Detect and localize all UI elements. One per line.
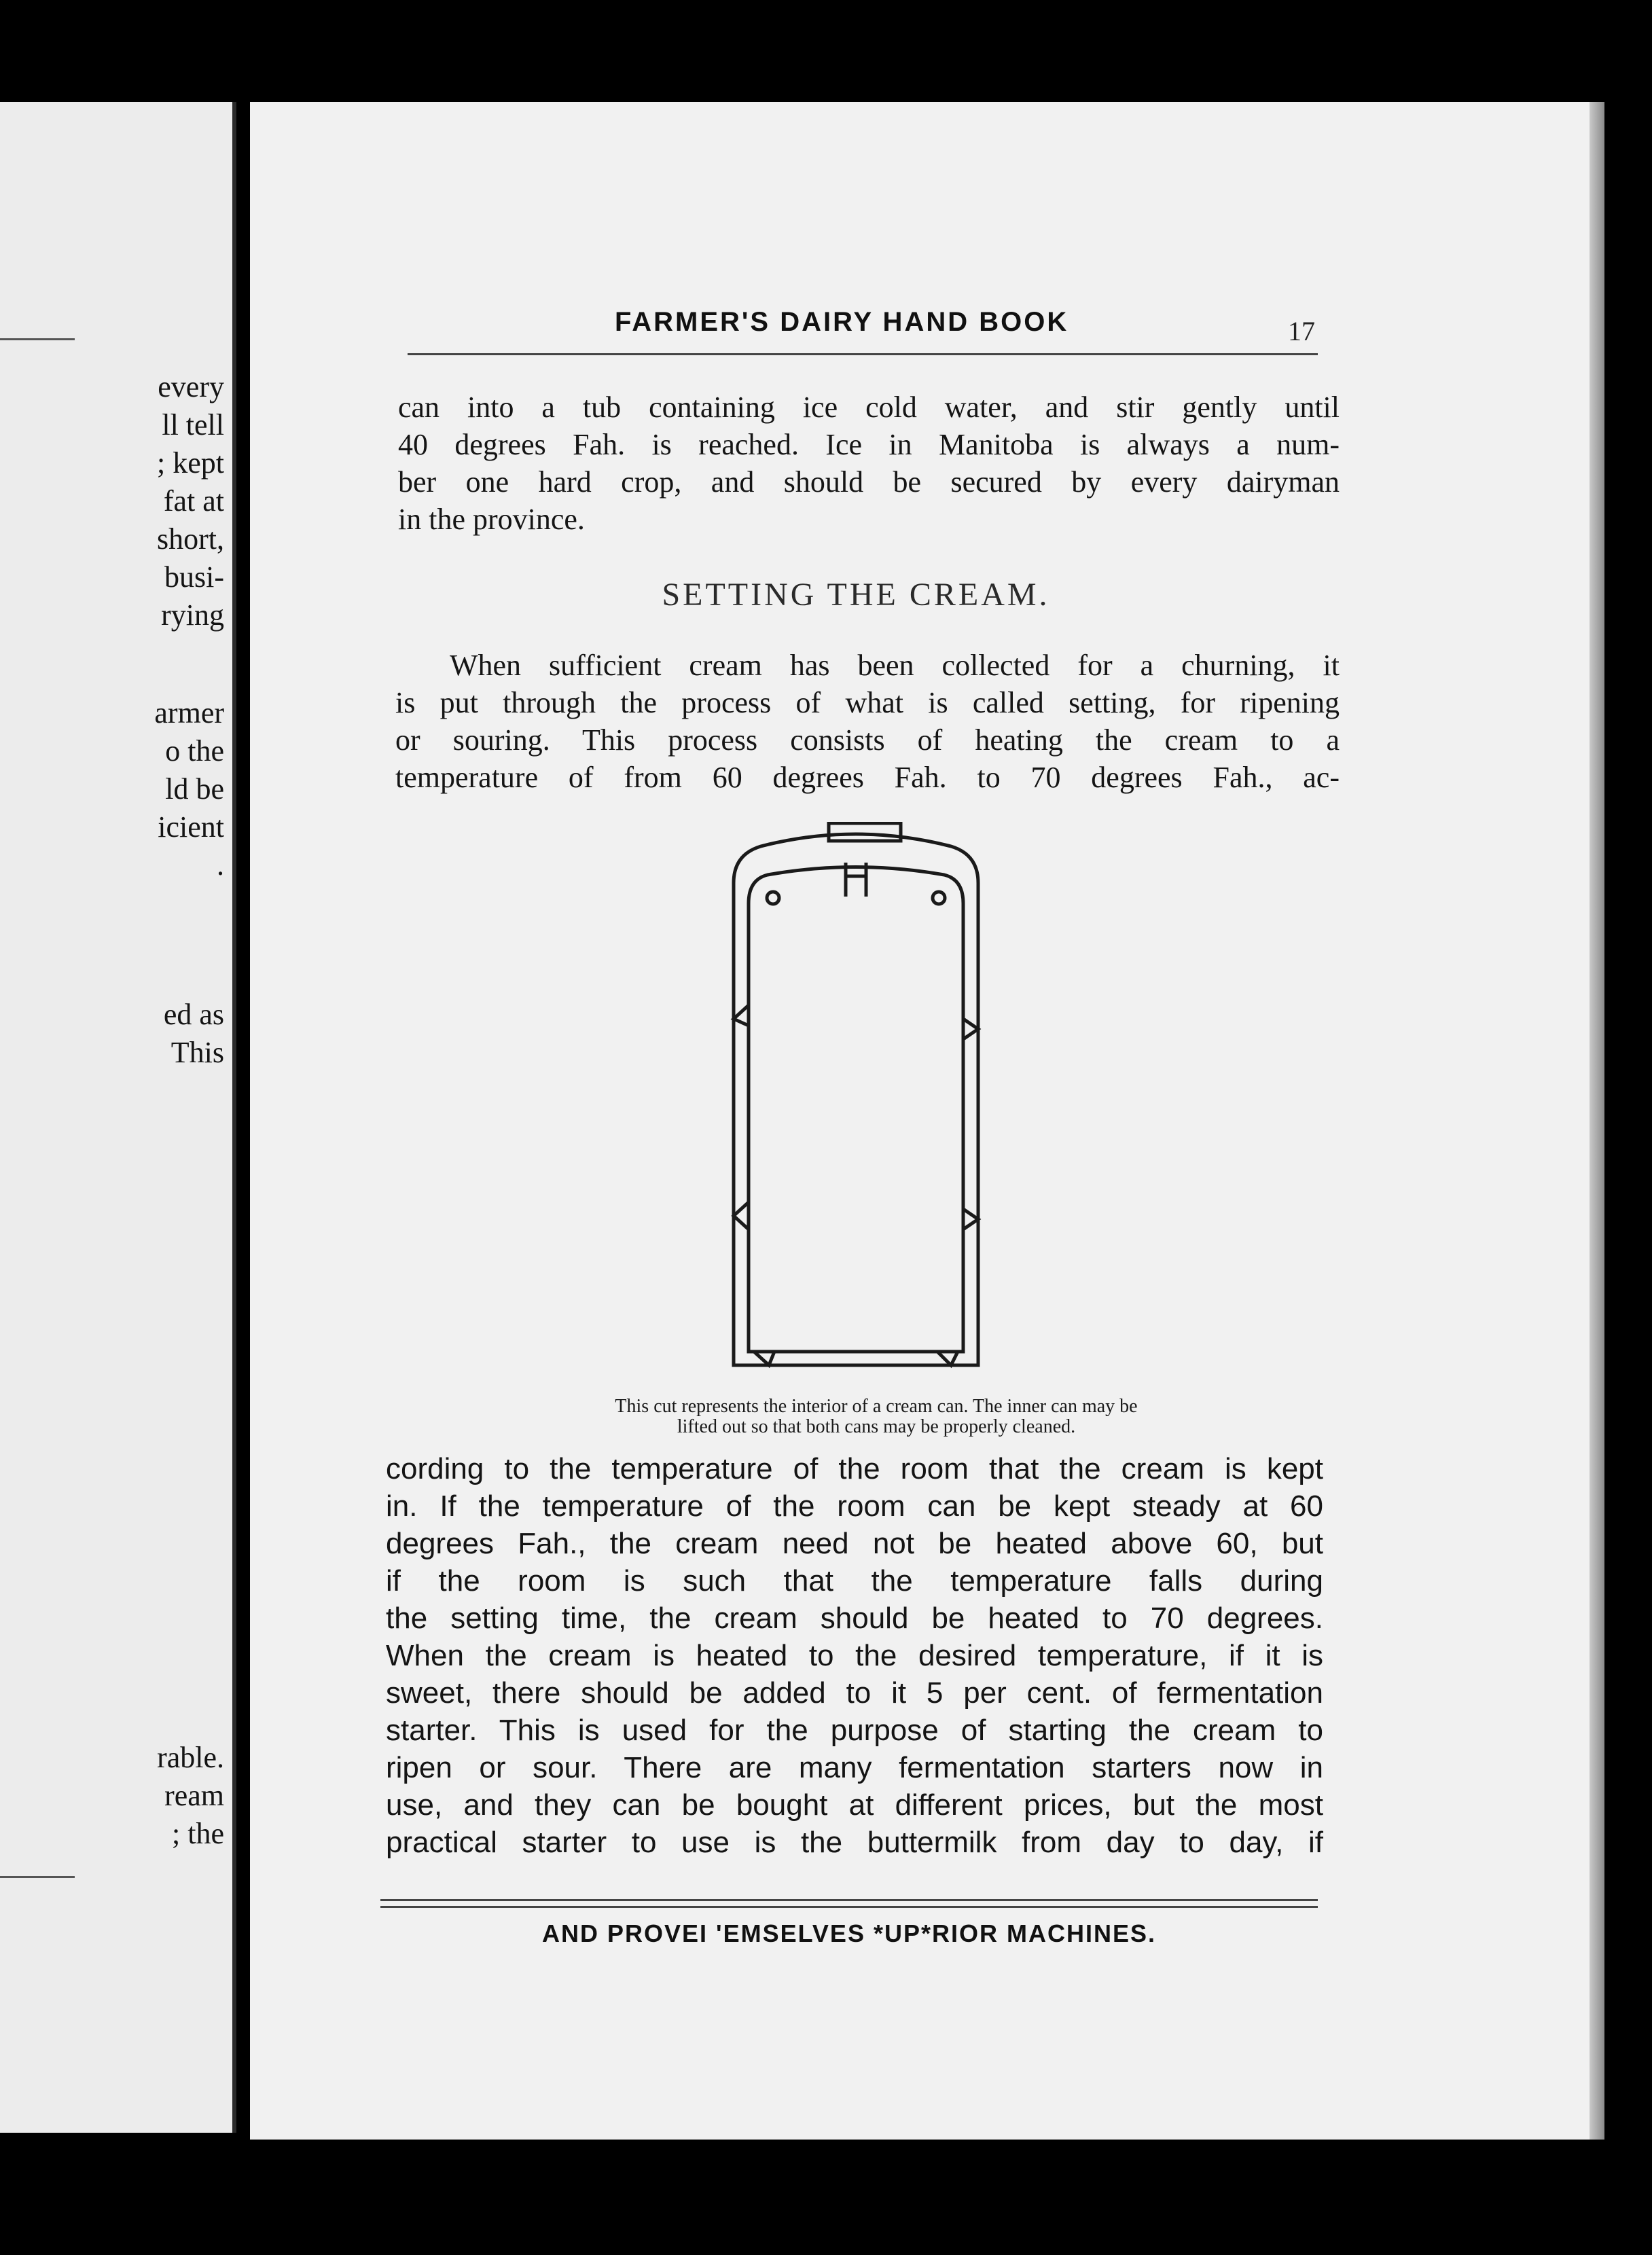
text-line: When the cream is heated to the desired temperature, if it is (386, 1639, 1323, 1672)
cream-can-illustration (706, 822, 1005, 1386)
paragraph-setting (395, 647, 1340, 796)
text-line: can into a tub containing ice cold water, and stir gently until (398, 391, 1340, 424)
facing-line: armer (154, 696, 224, 729)
text-line: cording to the temperature of the room that the cream is kept (386, 1452, 1323, 1485)
facing-line: rying (161, 598, 224, 632)
text-line: ripen or sour. There are many fermentation starters now in (386, 1751, 1323, 1784)
text-line: is put through the process of what is called setting, for ripening (395, 686, 1340, 719)
text-line: use, and they can be bought at different prices, but the most (386, 1788, 1323, 1822)
facing-line: o the (165, 734, 224, 768)
facing-page-rule (0, 338, 75, 340)
paragraph-top (398, 389, 1340, 538)
facing-line: short, (157, 522, 224, 556)
running-header: FARMER'S DAIRY HAND BOOK (615, 307, 1069, 337)
footer-advertisement: AND PROVEI 'EMSELVES *UP*RIOR MACHINES. (541, 1919, 1156, 1947)
text-line: temperature of from 60 degrees Fah. to 70 degrees Fah., ac- (395, 761, 1340, 794)
guide-bracket (734, 1005, 749, 1026)
text-line: starter. This is used for the purpose of starting the cream to (386, 1714, 1323, 1747)
text-line: When sufficient cream has been collected for a churning, it (450, 649, 1340, 682)
page-number: 17 (1288, 316, 1315, 346)
text-line: ber one hard crop, and should be secured by every dairyman (398, 465, 1340, 499)
facing-line: rable. (157, 1741, 224, 1774)
facing-line: busi- (164, 560, 224, 594)
facing-line: ld be (165, 772, 224, 806)
caption-line: lifted out so that both cans may be properly cleaned. (677, 1416, 1076, 1437)
text-line: in the province. (398, 503, 585, 536)
facing-line: . (217, 848, 224, 882)
facing-line: ; the (172, 1817, 224, 1850)
facing-line: This (170, 1036, 224, 1069)
header-rule (408, 353, 1318, 355)
text-line: 40 degrees Fah. is reached. Ice in Manitoba is always a num- (398, 428, 1340, 461)
outer-can-outline (734, 834, 978, 1365)
footer-rule (380, 1899, 1318, 1901)
text-line: the setting time, the cream should be heated to 70 degrees. (386, 1602, 1323, 1635)
guide-bracket (734, 1202, 749, 1229)
foot (937, 1352, 958, 1365)
facing-line: icient (158, 810, 224, 844)
page-edge (1590, 102, 1604, 2140)
facing-line: ll tell (162, 408, 224, 441)
text-line: practical starter to use is the buttermilk from day to day, if (386, 1826, 1323, 1859)
facing-line: every (158, 370, 224, 403)
caption-line: This cut represents the interior of a cream can. The inner can may be (615, 1396, 1138, 1417)
guide-bracket (963, 1019, 978, 1039)
facing-line: ; kept (157, 446, 224, 480)
text-line: degrees Fah., the cream need not be heated above 60, but (386, 1527, 1323, 1560)
facing-page-rule (0, 1876, 75, 1878)
facing-page (0, 102, 236, 2133)
text-line: if the room is such that the temperature falls during (386, 1564, 1323, 1598)
rivet (933, 892, 945, 904)
facing-line: ed as (163, 998, 224, 1031)
text-line: in. If the temperature of the room can be kept steady at 60 (386, 1490, 1323, 1523)
text-line: or souring. This process consists of heating the cream to a (395, 723, 1340, 757)
paragraph-lower (386, 1450, 1323, 1861)
can-lid-handle (829, 823, 901, 841)
facing-line: ream (164, 1779, 224, 1812)
footer-rule (380, 1906, 1318, 1908)
text-line: sweet, there should be added to it 5 per cent. of fermentation (386, 1676, 1323, 1710)
section-heading: SETTING THE CREAM. (662, 577, 1050, 613)
rivet (767, 892, 779, 904)
figure-caption (435, 1396, 1318, 1437)
foot (754, 1352, 774, 1365)
inner-can-outline (749, 867, 963, 1352)
guide-bracket (963, 1209, 978, 1229)
facing-line: fat at (163, 484, 224, 518)
